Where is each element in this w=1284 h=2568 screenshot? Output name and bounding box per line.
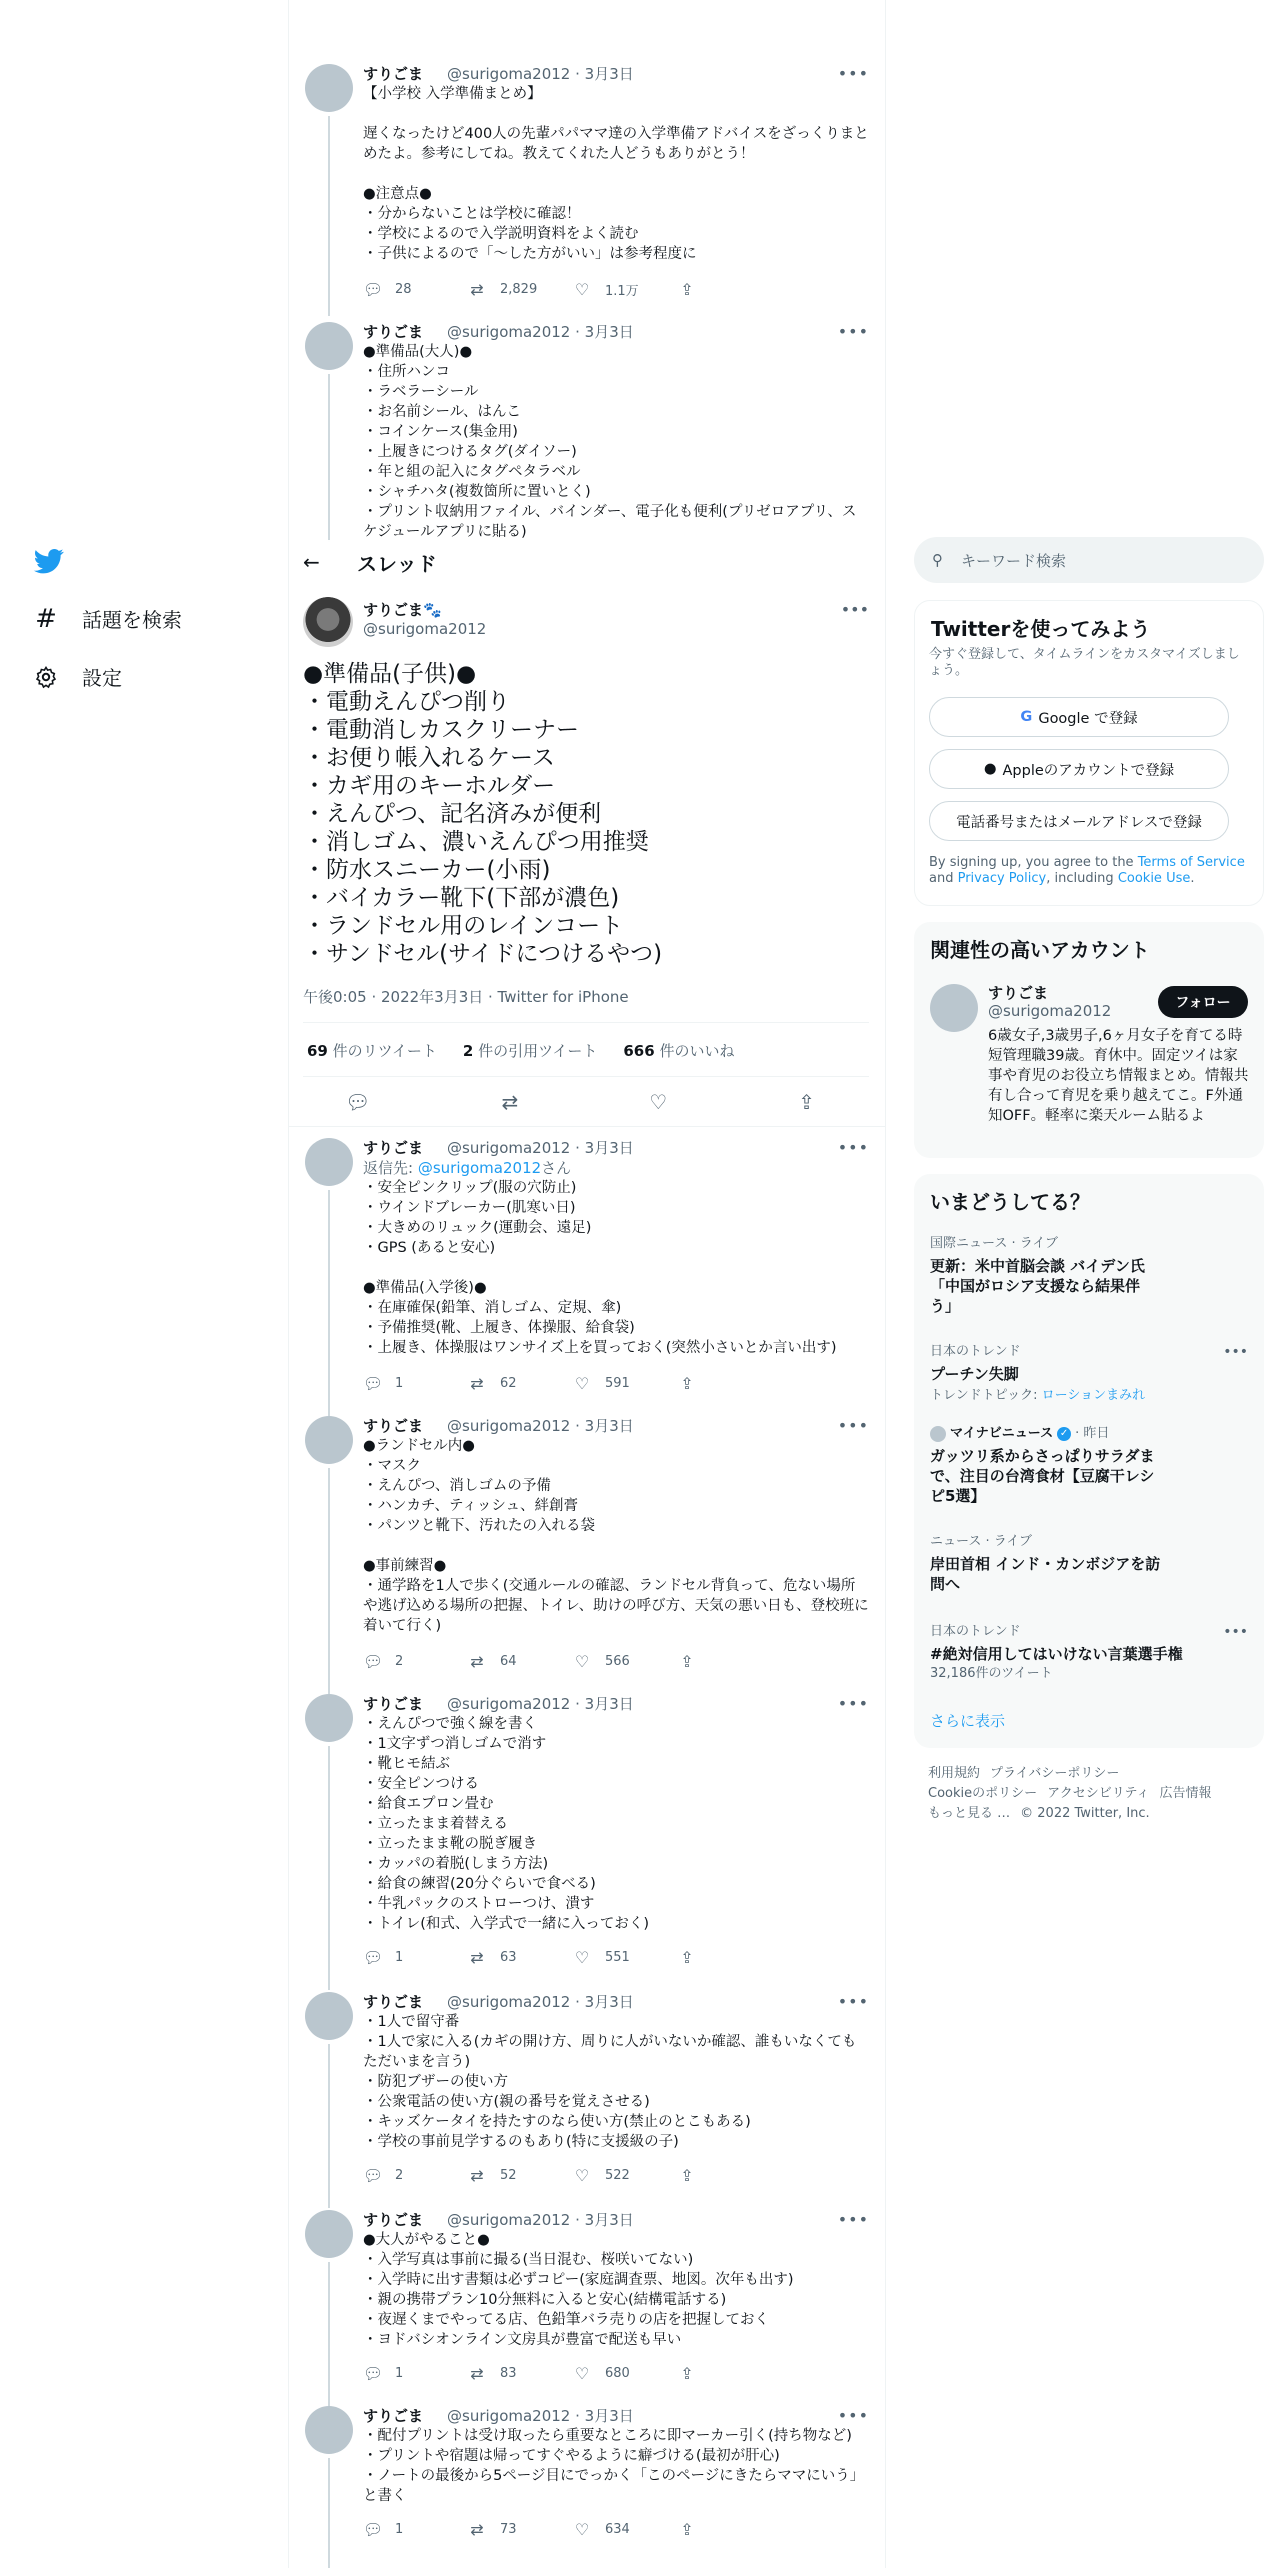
reply-count: 2 [395, 1654, 404, 1669]
thread-connector [328, 374, 330, 542]
like-button[interactable] [573, 280, 678, 299]
heart-icon: ♡ [574, 2520, 590, 2539]
footer-cookie-link[interactable]: Cookieのポリシー [928, 1786, 1038, 1801]
footer-accessibility-link[interactable]: アクセシビリティ [1047, 1786, 1150, 1801]
retweet-count: 2,829 [500, 282, 538, 297]
related-accounts-card [914, 922, 1264, 1158]
divider [289, 1126, 885, 1127]
trend-title: 岸田首相 インド・カンボジアを訪 問へ [930, 1555, 1161, 1593]
thread-tweet[interactable] [289, 64, 885, 314]
thread-connector [328, 1746, 330, 1990]
more-icon[interactable]: ••• [837, 64, 869, 83]
share-icon: ⇪ [680, 1374, 694, 1393]
quote-stat-label: 件の引用ツイート [473, 1042, 598, 1060]
trend-item[interactable] [930, 1236, 1248, 1316]
retweet-icon: ⇄ [470, 1948, 484, 1967]
more-icon[interactable]: ••• [837, 1694, 869, 1713]
main-tweet-text: ●準備品(子供)● ・電動えんぴつ削り ・電動消しカスクリーナー ・お便り帳入れるケース ・カギ用のキーホルダー ・えんぴつ、記名済みが便利 ・消しゴム、濃いえんぴつ用推奨 ・防水スニーカー(小雨) ・バイカラー靴下(下部が濃色) ・ランドセル用のレインコート ・サンドセル(サイドにつけるやつ) [303, 661, 663, 967]
tweet-text: ・えんぴつで強く線を書く ・1文字ずつ消しゴムで消す ・靴ヒモ結ぶ ・安全ピンつける ・給食エプロン畳む ・立ったまま着替える ・立ったまま靴の脱ぎ履き ・カッパの着脱(しまう方法) ・給食の練習(20分ぐらいで食べる) ・牛乳パックのストローつけ、潰す ・トイレ(和式、入学式で一緒に入っておく) [363, 1716, 650, 1932]
share-button[interactable] [678, 2520, 783, 2539]
apple-signup-label: Appleのアカウントで登録 [1002, 762, 1175, 779]
trend-item[interactable] [930, 1344, 1248, 1404]
like-count: 522 [605, 2168, 630, 2183]
more-icon[interactable]: ••• [1223, 1344, 1248, 1360]
avatar[interactable] [303, 597, 353, 647]
hashtag-icon: # [35, 603, 57, 634]
phone-signup-label: 電話番号またはメールアドレスで登録 [956, 814, 1202, 831]
reply-button[interactable] [363, 1948, 468, 1967]
reply-prefix: 返信先: [363, 1159, 418, 1177]
thread-connector [328, 2262, 330, 2410]
trend-item[interactable] [930, 1426, 1248, 1506]
tweet-stats [307, 1040, 734, 1061]
source-avatar [930, 1426, 946, 1442]
share-icon: ⇪ [680, 1652, 694, 1671]
reply-tweet[interactable] [289, 2210, 885, 2400]
share-icon: ⇪ [680, 1948, 694, 1967]
trend-title: #絶対信用してはいけない言葉選手権 [930, 1645, 1183, 1663]
trend-title: ガッツリ系からさっぱりサラダま で、注目の台湾食材【豆腐干レシ ピ5選】 [930, 1447, 1155, 1505]
trend-sub-prefix: トレンドトピック: [930, 1388, 1042, 1403]
apple-icon: ● [983, 761, 997, 777]
share-button[interactable] [678, 280, 783, 299]
tweet-text: ・配付プリントは受け取ったら重要なところに即マーカー引く(持ち物など) ・プリントや宿題は帰ってすぐやるように癖づける(最初が肝心) ・ノートの最後から5ページ目にでっかく「このページにきたらママにいう」と書く [363, 2428, 865, 2504]
thread-connector [328, 116, 330, 316]
apple-signup-button[interactable] [929, 749, 1229, 789]
reply-button[interactable] [363, 1374, 468, 1393]
retweet-icon: ⇄ [470, 2166, 484, 2185]
author-name[interactable]: すりごま [363, 1417, 424, 1435]
avatar[interactable] [305, 2406, 353, 2454]
retweet-button[interactable] [468, 1652, 573, 1671]
retweet-icon: ⇄ [470, 1374, 484, 1393]
author-name-text: すりごま [363, 601, 424, 619]
like-count: 566 [605, 1654, 630, 1669]
trends-card [914, 1174, 1264, 1748]
avatar[interactable] [305, 2210, 353, 2258]
nav-explore[interactable] [32, 604, 182, 633]
quote-stat[interactable] [463, 1040, 597, 1061]
author-handle: @surigoma2012 · 3月3日 [447, 2211, 634, 2229]
reply-icon: 💬︎ [363, 1652, 384, 1671]
footer-copyright: © 2022 Twitter, Inc. [1020, 1806, 1150, 1821]
thread-connector [328, 2044, 330, 2208]
news-time: · 昨日 [1075, 1426, 1110, 1441]
share-icon[interactable]: ⇪ [798, 1090, 815, 1114]
avatar[interactable] [930, 984, 978, 1032]
legal-text: and [929, 871, 958, 886]
trends-title: いまどうしてる？ [930, 1190, 1090, 1214]
more-icon[interactable]: ••• [837, 2210, 869, 2229]
google-signup-button[interactable] [929, 697, 1229, 737]
retweet-stat[interactable] [307, 1040, 437, 1061]
share-icon: ⇪ [680, 280, 694, 299]
tweet-actions [363, 1374, 783, 1393]
trend-topic-link[interactable]: ローションまみれ [1041, 1388, 1146, 1403]
author-handle: @surigoma2012 · 3月3日 [447, 65, 634, 83]
author-name[interactable]: すりごま [363, 2407, 424, 2425]
reply-count: 1 [395, 1950, 404, 1965]
more-icon[interactable]: ••• [1223, 1624, 1248, 1640]
gear-icon [32, 663, 60, 691]
main-column [288, 0, 886, 2568]
thread-connector [328, 1468, 330, 1694]
tweet-text: 【小学校 入学準備まとめ】 遅くなったけど400人の先輩パパママ達の入学準備アドバイスをざっくりまとめたよ。参考にしてね。教えてくれた人どうもありがとう！ ●注意点● ・分からないことは学校に確認！ ・学校によるので入学説明資料をよく読む ・子供によるので「～した方がいい」は参考程度に [363, 86, 869, 262]
avatar[interactable] [305, 1416, 353, 1464]
avatar[interactable] [305, 1694, 353, 1742]
avatar[interactable] [305, 1138, 353, 1186]
reply-icon: 💬︎ [363, 2520, 384, 2539]
like-count: 551 [605, 1950, 630, 1965]
like-count: 1.1万 [605, 284, 639, 299]
retweet-count: 62 [500, 1376, 517, 1391]
trend-context: 日本のトレンド [930, 1624, 1021, 1639]
reply-button[interactable] [363, 2520, 468, 2539]
tweet-text: ・安全ピンクリップ(服の穴防止) ・ウインドブレーカー(肌寒い日) ・大きめのリュック(運動会、遠足) ・GPS (あると安心) ●準備品(入学後)● ・在庫確保(鉛筆、消しゴム、定規、傘) ・予備推奨(靴、上履き、体操服、給食袋) ・上履き、体操服はワンサイズ上を買っておく(突然小さいとか言い出す) [363, 1180, 837, 1356]
more-icon[interactable]: ••• [837, 2406, 869, 2425]
share-button[interactable] [678, 1374, 783, 1393]
tweet-text: ●大人がやること● ・入学写真は事前に撮る(当日混む、桜咲いてない) ・入学時に出す書類は必ずコピー(家庭調査票、地図。次年も出す) ・親の携帯プラン10分無料に入ると安心(結構電話する) ・夜遅くまでやってる店、色鉛筆バラ売りの店を把握しておく ・ヨドバシオンライン文房具が豊富で配送も早い [363, 2232, 794, 2348]
author-name[interactable]: すりごま [363, 2211, 424, 2229]
tweet-actions [363, 1652, 783, 1671]
retweet-button[interactable] [468, 2364, 573, 2383]
google-icon: G [1020, 709, 1033, 725]
retweet-count: 83 [500, 2366, 517, 2381]
reply-icon: 💬︎ [363, 1374, 384, 1393]
privacy-link[interactable]: Privacy Policy [957, 871, 1047, 886]
like-count: 680 [605, 2366, 630, 2381]
reply-count: 1 [395, 2522, 404, 2537]
search-icon: ⚲ [932, 551, 943, 569]
show-more-link[interactable]: さらに表示 [930, 1712, 1006, 1730]
tweet-count: 32,186件のツイート [930, 1666, 1053, 1681]
retweet-count: 63 [500, 1950, 517, 1965]
heart-icon: ♡ [574, 1652, 590, 1671]
share-icon: ⇪ [680, 2166, 694, 2185]
thread-connector [328, 1190, 330, 1416]
more-icon[interactable]: ••• [837, 1416, 869, 1435]
reply-tweet[interactable] [289, 1416, 885, 1686]
share-icon: ⇪ [680, 2364, 694, 2383]
like-stat-label: 件のいいね [654, 1042, 735, 1060]
nav-explore-label: 話題を検索 [82, 608, 182, 632]
trend-title: プーチン失脚 [930, 1365, 1019, 1383]
author-name[interactable] [363, 599, 442, 620]
nav-settings-label: 設定 [82, 666, 122, 690]
more-icon[interactable]: ••• [837, 322, 869, 341]
retweet-icon: ⇄ [470, 2364, 484, 2383]
reply-tweet[interactable] [289, 2406, 885, 2556]
tweet-actions [363, 2166, 783, 2185]
reply-button[interactable] [363, 1652, 468, 1671]
reply-to-link[interactable]: @surigoma2012 [417, 1159, 542, 1177]
retweet-stat-count: 69 [307, 1042, 328, 1060]
retweet-icon: ⇄ [470, 2520, 484, 2539]
reply-button[interactable] [363, 2166, 468, 2185]
like-button[interactable] [573, 2520, 678, 2539]
tweet-text: ●準備品(大人)● ・住所ハンコ ・ラベラーシール ・お名前シール、はんこ ・コインケース(集金用) ・上履きにつけるタグ(ダイソー) ・年と組の記入にタグペタラベル ・シャチハタ(複数箇所に置いとく) ・プリント収納用ファイル、バインダー、電子化も便利(プリゼロアプリ、スケジュールアプリに貼る) [363, 344, 857, 540]
tweet-text: ・1人で留守番 ・1人で家に入る(カギの開け方、周りに人がいないか確認、誰もいなくてもただいまを言う) ・防犯ブザーの使い方 ・公衆電話の使い方(親の番号を覚えさせる) ・キッズケータイを持たすのなら使い方(禁止のとこもある) ・学校の事前見学するのもあり(特に支援級の子) [363, 2014, 857, 2150]
heart-icon: ♡ [574, 280, 590, 299]
quote-stat-count: 2 [462, 1042, 474, 1060]
avatar[interactable] [305, 322, 353, 370]
heart-icon[interactable]: ♡ [649, 1090, 668, 1114]
trend-title: 更新：米中首脳会談 バイデン氏 「中国がロシア支援なら結果伴 う」 [930, 1257, 1145, 1315]
retweet-icon: ⇄ [470, 1652, 484, 1671]
author-name[interactable]: すりごま [363, 1695, 424, 1713]
like-button[interactable] [573, 2166, 678, 2185]
author-handle: @surigoma2012 · 3月3日 [447, 1695, 634, 1713]
like-stat-count: 666 [623, 1042, 655, 1060]
author-name[interactable]: すりごま [363, 65, 424, 83]
tweet-timestamp[interactable]: 午後0:05 · 2022年3月3日 · Twitter for iPhone [303, 988, 629, 1006]
search-placeholder: キーワード検索 [961, 551, 1067, 570]
retweet-button[interactable] [468, 2166, 573, 2185]
like-button[interactable] [573, 1374, 678, 1393]
paw-emoji: 🐾 [423, 601, 442, 619]
trend-context: 日本のトレンド [930, 1344, 1021, 1359]
retweet-icon: ⇄ [470, 280, 484, 299]
right-sidebar [912, 0, 1262, 2568]
reply-count: 1 [395, 2366, 404, 2381]
heart-icon: ♡ [574, 2166, 590, 2185]
google-signup-label: Google で登録 [1038, 710, 1138, 727]
reply-count: 1 [395, 1376, 404, 1391]
author-handle: @surigoma2012 · 3月3日 [447, 1417, 634, 1435]
heart-icon: ♡ [574, 1948, 590, 1967]
follow-button[interactable]: フォロー [1158, 986, 1248, 1018]
retweet-count: 73 [500, 2522, 517, 2537]
thread-tweet[interactable] [289, 322, 885, 542]
trend-item[interactable] [930, 1624, 1248, 1682]
reply-icon: 💬︎ [363, 2166, 384, 2185]
author-name[interactable]: すりごま [363, 1139, 424, 1157]
trend-context: ニュース · ライブ [930, 1534, 1032, 1549]
share-button[interactable] [678, 2364, 783, 2383]
retweet-icon[interactable]: ⇄ [501, 1090, 519, 1114]
more-icon[interactable]: ••• [840, 600, 869, 619]
main-tweet-actions [345, 1090, 815, 1114]
avatar[interactable] [305, 1992, 353, 2040]
retweet-button[interactable] [468, 1374, 573, 1393]
related-name[interactable]: すりごま [988, 984, 1049, 1002]
reply-button[interactable] [363, 280, 468, 299]
like-button[interactable] [573, 1652, 678, 1671]
like-stat[interactable] [623, 1040, 734, 1061]
signup-legal [929, 855, 1253, 887]
reply-count: 2 [395, 2168, 404, 2183]
author-handle: @surigoma2012 · 3月3日 [447, 2407, 634, 2425]
tweet-actions [363, 2520, 783, 2539]
like-button[interactable] [573, 1948, 678, 1967]
heart-icon: ♡ [574, 1374, 590, 1393]
cookie-link[interactable]: Cookie Use [1117, 871, 1191, 886]
signup-subtitle: 今すぐ登録して、タイムラインをカスタマイズしましょう。 [929, 647, 1240, 678]
retweet-button[interactable] [468, 2520, 573, 2539]
heart-icon: ♡ [574, 2364, 590, 2383]
tweet-actions [363, 2364, 783, 2383]
legal-text: , including [1046, 871, 1118, 886]
back-arrow-icon[interactable]: ← [303, 550, 320, 574]
reply-tweet[interactable] [289, 1694, 885, 1984]
divider [303, 1076, 869, 1077]
more-icon[interactable]: ••• [837, 1992, 869, 2011]
retweet-stat-label: 件のリツイート [327, 1042, 437, 1060]
reply-suffix: さん [541, 1159, 572, 1177]
legal-text: By signing up, you agree to the [929, 855, 1138, 870]
related-title: 関連性の高いアカウント [930, 938, 1150, 962]
search-input[interactable] [914, 537, 1264, 583]
like-count: 591 [605, 1376, 630, 1391]
signup-title: Twitterを使ってみよう [931, 617, 1151, 641]
news-source: マイナビニュース [950, 1426, 1054, 1441]
retweet-count: 64 [500, 1654, 517, 1669]
twitter-logo-icon[interactable] [32, 546, 66, 580]
footer-ads-link[interactable]: 広告情報 [1159, 1786, 1212, 1801]
reply-tweet[interactable] [289, 1138, 885, 1408]
phone-email-signup-button[interactable] [929, 801, 1229, 841]
like-button[interactable] [573, 2364, 678, 2383]
signup-card [914, 600, 1264, 906]
more-icon[interactable]: ••• [837, 1138, 869, 1157]
reply-tweet[interactable] [289, 1992, 885, 2202]
page-title: スレッド [357, 551, 437, 576]
share-icon: ⇪ [680, 2520, 694, 2539]
avatar[interactable] [305, 64, 353, 112]
related-bio: 6歳女子,3歳男子,6ヶ月女子を育てる時短管理職39歳。育休中。固定ツイは家事や育児のお役立ち情報まとめ。情報共有し合って育児を乗り越えてこ。F外通知OFF。軽率に楽天ルーム貼るよ [988, 1028, 1249, 1124]
terms-link[interactable]: Terms of Service [1137, 855, 1245, 870]
legal-text: . [1190, 871, 1195, 886]
share-button[interactable] [678, 1948, 783, 1967]
retweet-button[interactable] [468, 1948, 573, 1967]
footer-more-link[interactable]: もっと見る … [928, 1806, 1011, 1821]
tweet-actions [363, 1948, 783, 1967]
retweet-button[interactable] [468, 280, 573, 299]
like-count: 634 [605, 2522, 630, 2537]
footer [928, 1764, 1248, 1824]
tweet-text: ●ランドセル内● ・マスク ・えんぴつ、消しゴムの予備 ・ハンカチ、ティッシュ、絆創膏 ・パンツと靴下、汚れたの入れる袋 ●事前練習● ・通学路を1人で歩く(交通ルールの確認、ランドセル背負って、危ない場所や逃げ込める場所の把握、トイレ、助けの呼び方、天気の悪い日も、登校班に着いて行く) [363, 1438, 869, 1634]
related-handle: @surigoma2012 [988, 1002, 1112, 1020]
reply-count: 28 [395, 282, 412, 297]
footer-terms-link[interactable]: 利用規約 [928, 1766, 981, 1781]
author-handle: @surigoma2012 · 3月3日 [447, 323, 634, 341]
reply-icon: 💬︎ [363, 2364, 384, 2383]
reply-button[interactable] [363, 2364, 468, 2383]
author-handle: @surigoma2012 · 3月3日 [447, 1993, 634, 2011]
author-handle: @surigoma2012 [363, 620, 487, 638]
author-handle: @surigoma2012 · 3月3日 [447, 1139, 634, 1157]
reply-icon: 💬︎ [363, 1948, 384, 1967]
divider [303, 1022, 869, 1023]
share-button[interactable] [678, 2166, 783, 2185]
author-name[interactable]: すりごま [363, 1993, 424, 2011]
replying-to [363, 1158, 869, 1178]
thread-header [289, 540, 885, 584]
left-nav [0, 0, 288, 2568]
trend-item[interactable] [930, 1534, 1248, 1594]
share-button[interactable] [678, 1652, 783, 1671]
trend-context: 国際ニュース · ライブ [930, 1236, 1058, 1251]
reply-icon: 💬︎ [363, 280, 384, 299]
reply-icon[interactable]: 💬︎ [345, 1090, 371, 1114]
nav-settings[interactable] [32, 662, 122, 691]
tweet-actions [363, 280, 783, 299]
verified-badge-icon: ✓ [1057, 1427, 1071, 1441]
footer-privacy-link[interactable]: プライバシーポリシー [990, 1766, 1120, 1781]
author-name[interactable]: すりごま [363, 323, 424, 341]
thread-connector [328, 2458, 330, 2568]
retweet-count: 52 [500, 2168, 517, 2183]
